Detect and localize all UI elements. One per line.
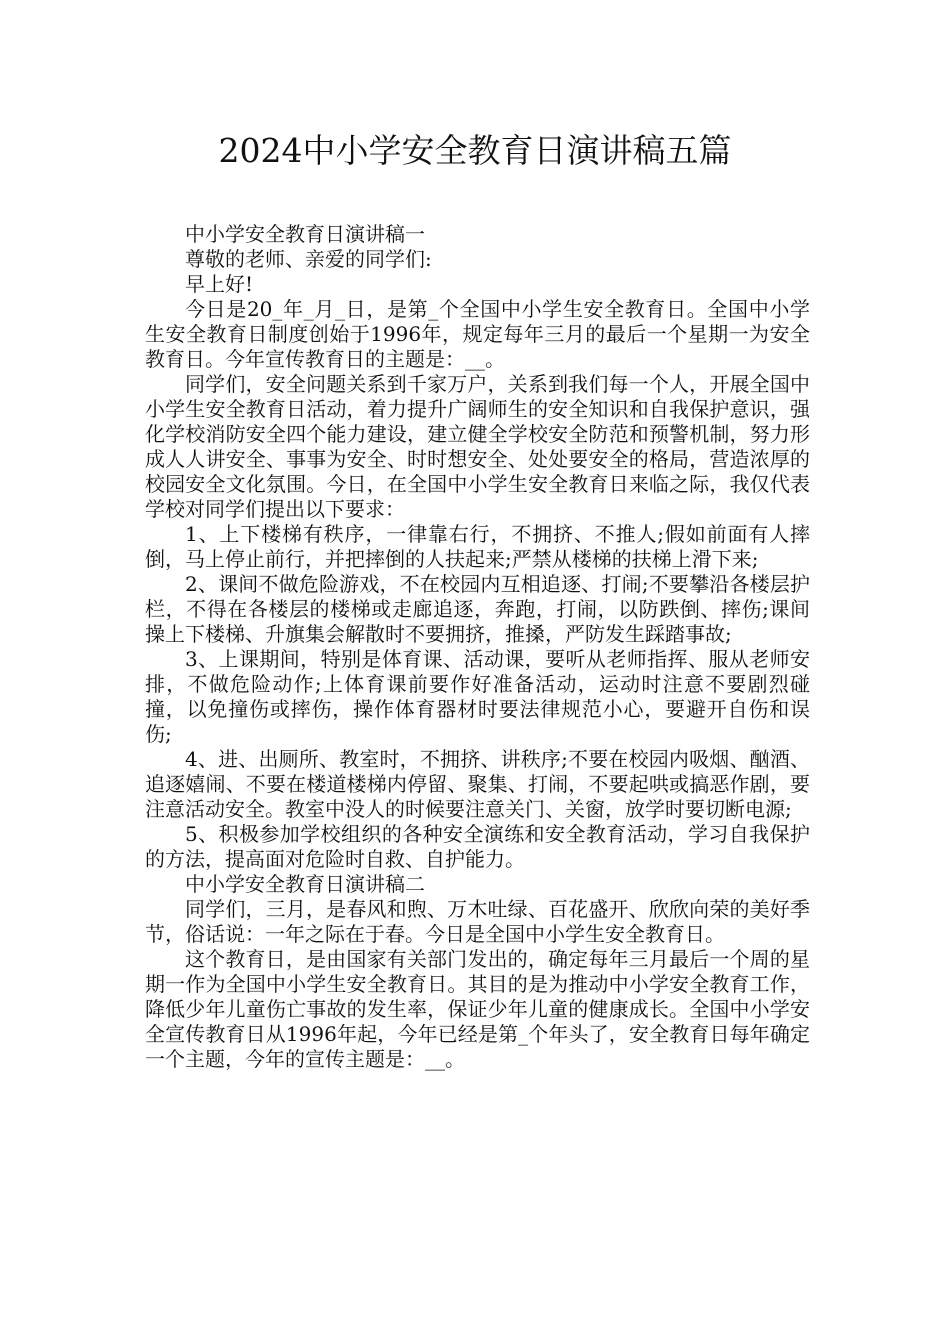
body-paragraph: 今日是20_年_月_日，是第_个全国中小学生安全教育日。全国中小学生安全教育日制度创始于1996年，规定每年三月的最后一个星期一为安全教育日。今年宣传教育日的主题是：__。: [145, 297, 810, 371]
section-heading-1: 中小学安全教育日演讲稿一: [185, 222, 425, 246]
requirement-item-3: 3、上课期间，特别是体育课、活动课，要听从老师指挥、服从老师安排，不做危险动作;上体育课前要作好准备活动，运动时注意不要剧烈碰撞，以免撞伤或摔伤，操作体育器材时要法律规范小心，要避开自伤和误伤;: [145, 647, 810, 746]
document-title: 2024中小学安全教育日演讲稿五篇: [218, 131, 732, 170]
requirement-item-4: 4、进、出厕所、教室时，不拥挤、讲秩序;不要在校园内吸烟、酗酒、追逐嬉闹、不要在楼道楼梯内停留、聚集、打闹，不要起哄或搞恶作剧，要注意活动安全。教室中没人的时候要注意关门、关窗，放学时要切断电源;: [145, 747, 810, 821]
body-paragraph: 这个教育日，是由国家有关部门发出的，确定每年三月最后一个周的星期一作为全国中小学生安全教育日。其目的是为推动中小学安全教育工作，降低少年儿童伤亡事故的发生率，保证少年儿童的健康成长。全国中小学安全宣传教育日从1996年起，今年已经是第_个年头了，安全教育日每年确定一个主题，今年的宣传主题是：__。: [145, 947, 810, 1071]
document-body: [145, 222, 810, 1072]
requirement-item-5: 5、积极参加学校组织的各种安全演练和安全教育活动，学习自我保护的方法，提高面对危险时自救、自护能力。: [145, 822, 810, 871]
body-paragraph: 同学们，安全问题关系到千家万户，关系到我们每一个人，开展全国中小学生安全教育日活动，着力提升广阔师生的安全知识和自我保护意识，强化学校消防安全四个能力建设，建立健全学校安全防范和预警机制，努力形成人人讲安全、事事为安全、时时想安全、处处要安全的格局，营造浓厚的校园安全文化氛围。今日，在全国中小学生安全教育日来临之际，我仅代表学校对同学们提出以下要求：: [145, 372, 810, 521]
requirement-item-2: 2、课间不做危险游戏，不在校园内互相追逐、打闹;不要攀沿各楼层护栏，不得在各楼层的楼梯或走廊追逐，奔跑，打闹，以防跌倒、摔伤;课间操上下楼梯、升旗集会解散时不要拥挤，推搡，严防发生踩踏事故;: [145, 572, 810, 646]
section-heading-2: 中小学安全教育日演讲稿二: [185, 872, 425, 896]
requirement-item-1: 1、上下楼梯有秩序，一律靠右行，不拥挤、不推人;假如前面有人摔倒，马上停止前行，并把摔倒的人扶起来;严禁从楼梯的扶梯上滑下来;: [145, 522, 810, 571]
greeting: 早上好!: [185, 272, 254, 296]
body-paragraph: 同学们，三月，是春风和煦、万木吐绿、百花盛开、欣欣向荣的美好季节，俗话说：一年之际在于春。今日是全国中小学生安全教育日。: [145, 897, 810, 946]
salutation: 尊敬的老师、亲爱的同学们:: [185, 247, 432, 271]
